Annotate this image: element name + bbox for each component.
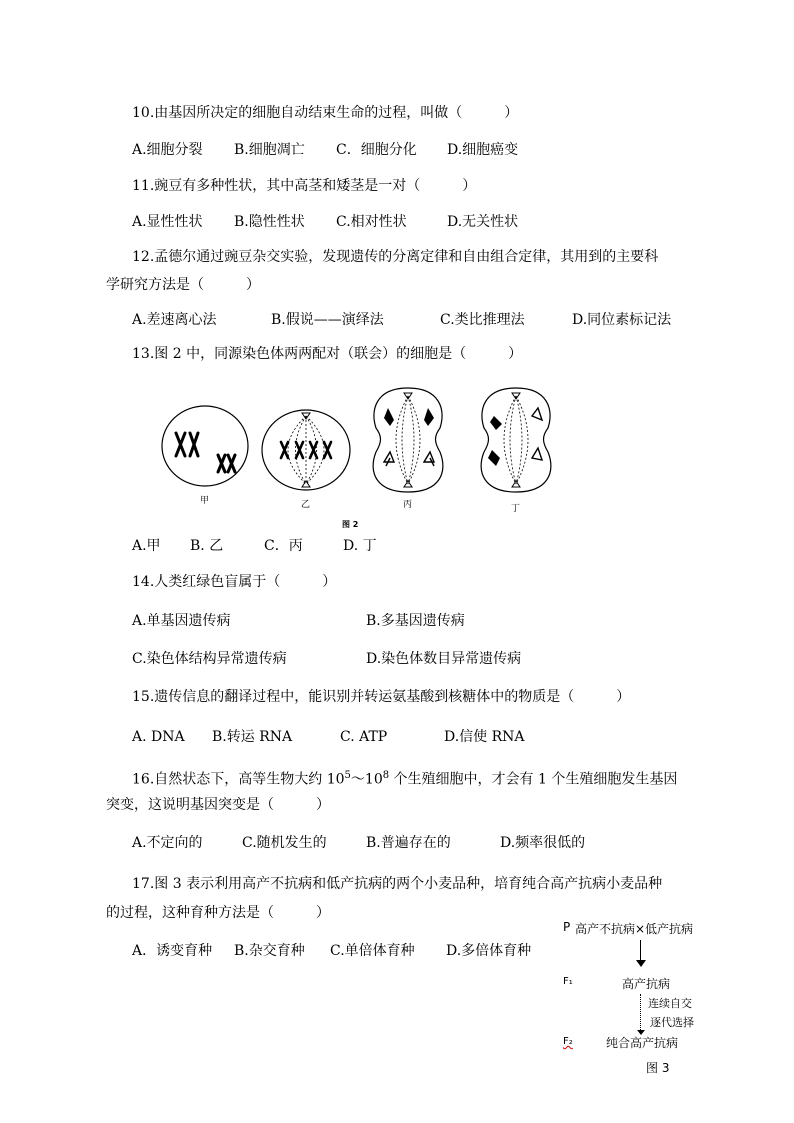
- q10-option-a: A.细胞分裂: [132, 142, 203, 158]
- cross-arrow-icon: [640, 940, 641, 962]
- cell-ding: [481, 388, 551, 492]
- q17-option-c: C.单倍体育种: [330, 943, 415, 959]
- q14-option-c: C.染色体结构异常遗传病: [132, 651, 287, 667]
- cell-label-yi: 乙: [301, 500, 311, 510]
- q12-option-a: A.差速离心法: [132, 312, 217, 328]
- q12-option-b: B.假说——演绎法: [271, 312, 384, 328]
- q17-option-b: B.杂交育种: [234, 943, 305, 959]
- process-text-line2: 逐代选择: [650, 1016, 694, 1029]
- q16-stem-prefix: 16.自然状态下，高等生物大约 10: [132, 771, 345, 788]
- cell-jia: [162, 406, 248, 486]
- q16-stem-line2: 突变，这说明基因突变是（ ）: [106, 797, 330, 813]
- q11-option-a: A.显性性状: [132, 214, 203, 230]
- q11-option-d: D.无关性状: [447, 214, 519, 230]
- cell-label-bing: 丙: [403, 500, 413, 510]
- cell-label-ding: 丁: [511, 504, 521, 514]
- q12-option-d: D.同位素标记法: [572, 312, 672, 328]
- q14-option-a: A.单基因遗传病: [132, 613, 231, 629]
- q10-option-d: D.细胞癌变: [447, 142, 519, 158]
- q16-option-c: C.随机发生的: [242, 835, 327, 851]
- figure-3-breeding-diagram: [560, 918, 760, 1078]
- q17-option-d: D.多倍体育种: [446, 943, 532, 959]
- q10-option-c: C．细胞分化: [336, 142, 417, 158]
- selfing-dotted-arrow-icon: [640, 994, 641, 1032]
- q11-stem: 11.豌豆有多种性状，其中高茎和矮茎是一对（ ）: [132, 178, 477, 194]
- q16-stem-line1: [132, 767, 677, 789]
- q13-stem: 13.图 2 中，同源染色体两两配对（联会）的细胞是（ ）: [132, 346, 523, 362]
- f2-offspring-text: 纯合高产抗病: [606, 1036, 679, 1050]
- q14-stem: 14.人类红绿色盲属于（ ）: [132, 574, 337, 590]
- figure-2-caption: 图 2: [342, 520, 359, 529]
- q12-stem-line1: 12.孟德尔通过豌豆杂交实验，发现遗传的分离定律和自由组合定律，其用到的主要科: [132, 249, 659, 265]
- q16-option-a: A.不定向的: [132, 835, 203, 851]
- q15-option-a: A. DNA: [132, 729, 185, 745]
- cross-arrowhead-icon: [636, 960, 646, 967]
- cell-yi: [262, 410, 350, 490]
- f1-offspring-text: 高产抗病: [622, 977, 671, 991]
- q17-stem-line1: 17.图 3 表示利用高产不抗病和低产抗病的两个小麦品种，培育纯合高产抗病小麦品种: [132, 876, 663, 892]
- q16-exponent-2: 8: [382, 770, 390, 781]
- cell-label-jia: 甲: [200, 496, 210, 506]
- q16-stem-suffix: 个生殖细胞中，才会有 1 个生殖细胞发生基因: [389, 771, 678, 788]
- q13-option-d: D. 丁: [343, 538, 377, 554]
- q11-option-c: C.相对性状: [336, 214, 407, 230]
- q13-option-c: C．丙: [264, 538, 303, 554]
- process-text-line1: 连续自交: [648, 997, 692, 1010]
- q16-option-b: B.普遍存在的: [366, 835, 451, 851]
- q16-stem-mid: ～10: [350, 771, 383, 788]
- q12-stem-line2: 学研究方法是（ ）: [106, 277, 260, 293]
- figure-2-cell-division: [150, 380, 570, 530]
- generation-p-label: P: [563, 920, 571, 934]
- q10-stem: 10.由基因所决定的细胞自动结束生命的过程，叫做（ ）: [132, 105, 519, 121]
- q14-option-d: D.染色体数目异常遗传病: [366, 651, 522, 667]
- q13-option-a: A.甲: [132, 538, 161, 554]
- q16-option-d: D.频率很低的: [500, 835, 586, 851]
- q16-exponent-1: 5: [344, 770, 351, 781]
- q14-option-b: B.多基因遗传病: [366, 613, 465, 629]
- generation-f2-label: F₂: [563, 1036, 573, 1047]
- q17-option-a: A．诱变育种: [132, 943, 213, 959]
- cell-bing: [373, 388, 443, 492]
- q12-option-c: C.类比推理法: [440, 312, 525, 328]
- parent-cross-text: 高产不抗病×低产抗病: [575, 922, 694, 936]
- q15-stem: 15.遗传信息的翻译过程中，能识别并转运氨基酸到核糖体中的物质是（ ）: [132, 689, 631, 705]
- generation-f1-label: F₁: [563, 976, 573, 987]
- q17-stem-line2: 的过程，这种育种方法是（ ）: [106, 905, 330, 921]
- q10-option-b: B.细胞凋亡: [234, 142, 305, 158]
- q13-option-b: B. 乙: [190, 538, 224, 554]
- q11-option-b: B.隐性性状: [234, 214, 305, 230]
- figure-3-caption: 图 3: [646, 1061, 670, 1075]
- q15-option-b: B.转运 RNA: [212, 729, 293, 745]
- q15-option-c: C. ATP: [340, 729, 388, 745]
- q15-option-d: D.信使 RNA: [444, 729, 525, 745]
